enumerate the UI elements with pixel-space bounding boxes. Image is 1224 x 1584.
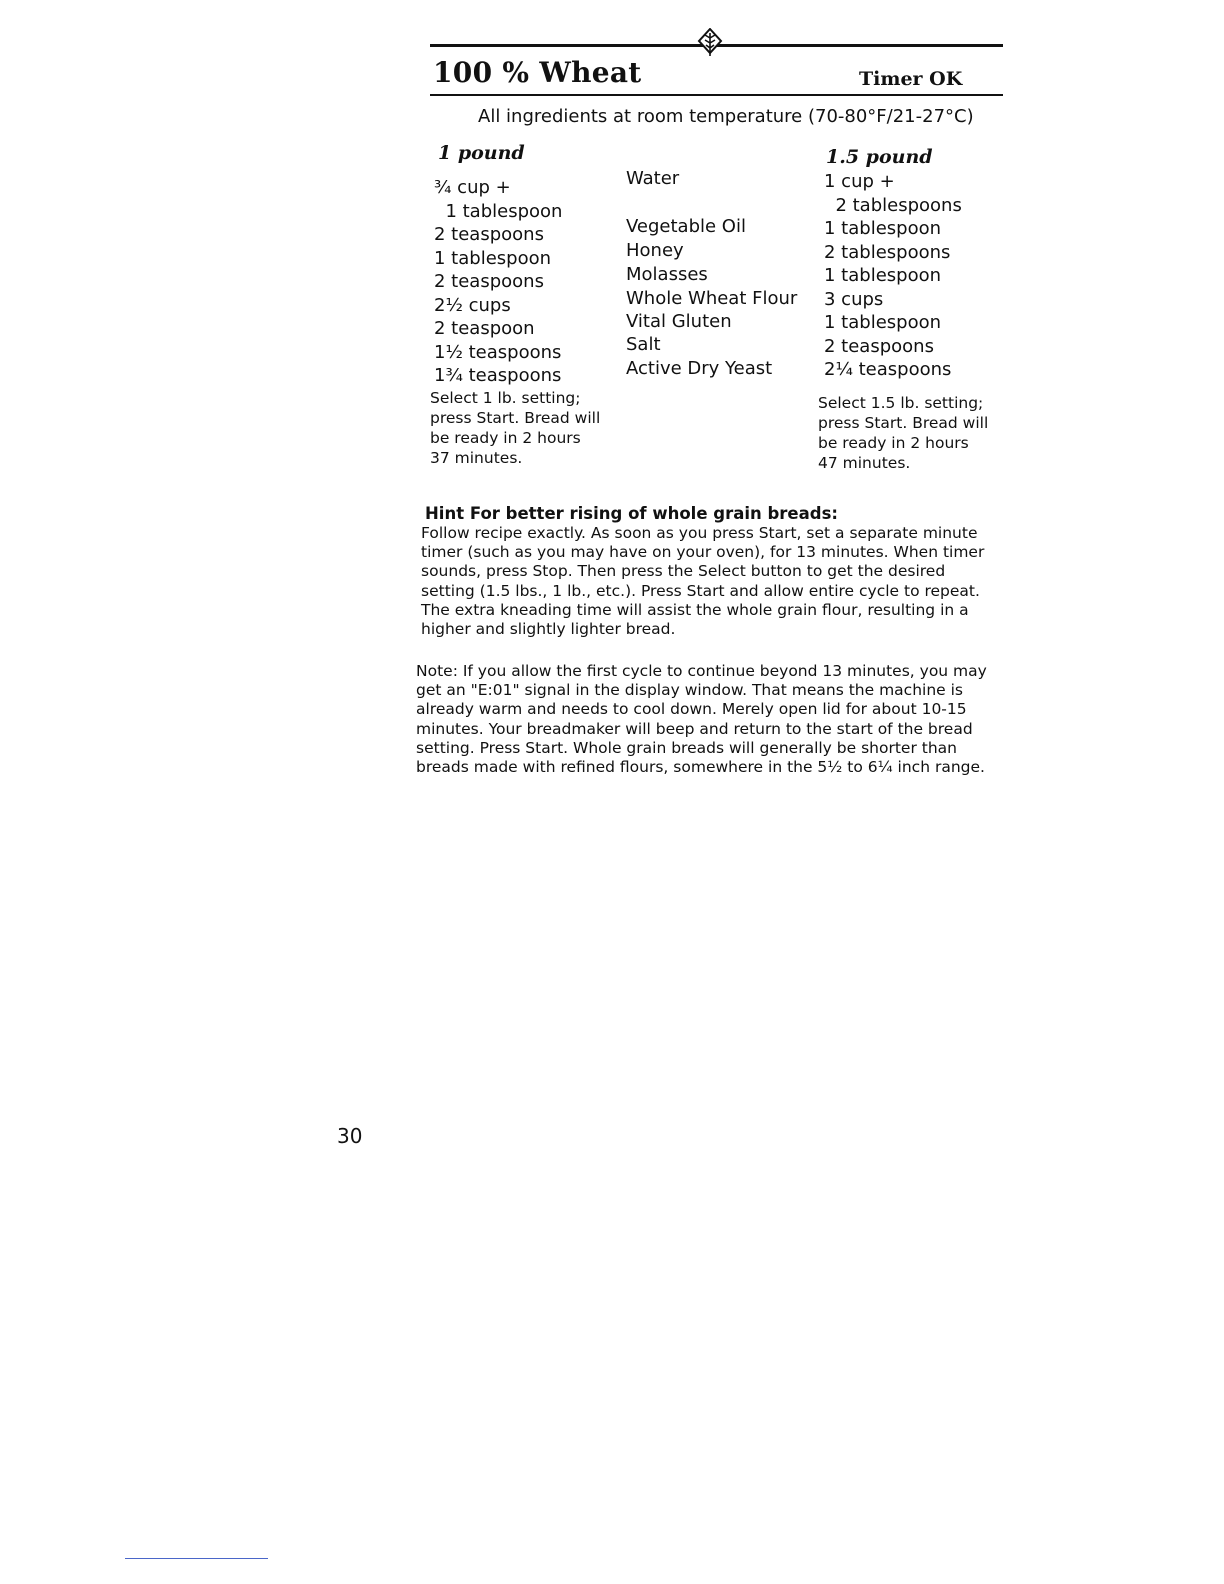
ingredient-name: Whole Wheat Flour — [626, 288, 798, 309]
amount-line: 1 tablespoon — [434, 247, 551, 269]
one-and-half-pound-heading: 1.5 pound — [826, 146, 933, 168]
instruction-line: press Start. Bread will — [818, 414, 989, 432]
amount-line: 1½ teaspoons — [434, 341, 562, 363]
instruction-line: 37 minutes. — [430, 449, 523, 467]
timer-ok-label: Timer OK — [859, 68, 963, 90]
recipe-title: 100 % Wheat — [433, 56, 642, 89]
page-number: 30 — [337, 1124, 363, 1148]
amount-line: 2½ cups — [434, 294, 511, 316]
amount-line: 1 tablespoon — [824, 265, 941, 286]
ingredient-name: Molasses — [626, 264, 708, 285]
amount-line: 1¾ teaspoons — [434, 365, 562, 386]
amount-line: 2 teaspoons — [434, 224, 544, 245]
ingredient-name: Vegetable Oil — [626, 216, 746, 237]
instruction-line: Select 1 lb. setting; — [430, 389, 581, 407]
amount-line: 1 tablespoon — [824, 218, 941, 239]
amount-line: 1 tablespoon — [434, 200, 563, 222]
one-pound-heading: 1 pound — [438, 142, 525, 164]
one-pound-instructions — [430, 388, 600, 468]
hint-title: Hint For better rising of whole grain breads: — [425, 504, 838, 523]
instruction-line: be ready in 2 hours — [430, 429, 581, 447]
amount-line: 2 tablespoons — [824, 241, 951, 263]
ingredient-name: Honey — [626, 240, 684, 261]
footer-rule — [125, 1558, 268, 1559]
one-and-half-pound-instructions — [818, 393, 988, 473]
amount-line: 1 tablespoon — [824, 312, 941, 333]
amount-line: 3 cups — [824, 288, 884, 310]
instruction-line: press Start. Bread will — [430, 409, 601, 427]
ingredient-name: Active Dry Yeast — [626, 358, 773, 379]
instruction-line: be ready in 2 hours — [818, 434, 969, 452]
header-rule-bottom — [430, 94, 1003, 96]
one-and-half-pound-amounts — [824, 170, 962, 382]
amount-line: 2 tablespoons — [824, 194, 962, 216]
amount-line: 2 teaspoons — [434, 271, 544, 292]
amount-line: ¾ cup + — [434, 177, 511, 198]
one-pound-amounts — [434, 176, 562, 388]
instruction-line: 47 minutes. — [818, 454, 911, 472]
hint-body: Follow recipe exactly. As soon as you press Start, set a separate minute timer (such as you may have on your oven), for 13 minutes. When timer sounds, press Stop. Then press the Select button to get the desired setting (1.5 lbs., 1 lb., etc.). Press Start and allow entire cycle to repeat. The extra kneading time will assist the whole grain flour, resulting in a higher and slightly lighter bread. — [421, 524, 985, 639]
ingredient-name: Water — [626, 168, 680, 189]
instruction-line: Select 1.5 lb. setting; — [818, 394, 984, 412]
note-paragraph: Note: If you allow the first cycle to continue beyond 13 minutes, you may get an "E:01" signal in the display window. That means the machine is already warm and needs to cool down. Merely open lid for about 10-15 minutes. Your breadmaker will beep and return to the start of the bread setting. Press Start. Whole grain breads will generally be shorter than breads made with refined flours, somewhere in the 5½ to 6¼ inch range. — [416, 662, 987, 777]
amount-line: 2 teaspoons — [824, 335, 934, 357]
temperature-note: All ingredients at room temperature (70-80°F/21-27°C) — [478, 106, 974, 127]
amount-line: 1 cup + — [824, 171, 895, 192]
amount-line: 2 teaspoon — [434, 318, 535, 339]
ingredient-name: Salt — [626, 334, 661, 355]
ingredient-name: Vital Gluten — [626, 311, 732, 332]
wheat-ornament-icon — [697, 28, 723, 58]
amount-line: 2¼ teaspoons — [824, 359, 952, 380]
